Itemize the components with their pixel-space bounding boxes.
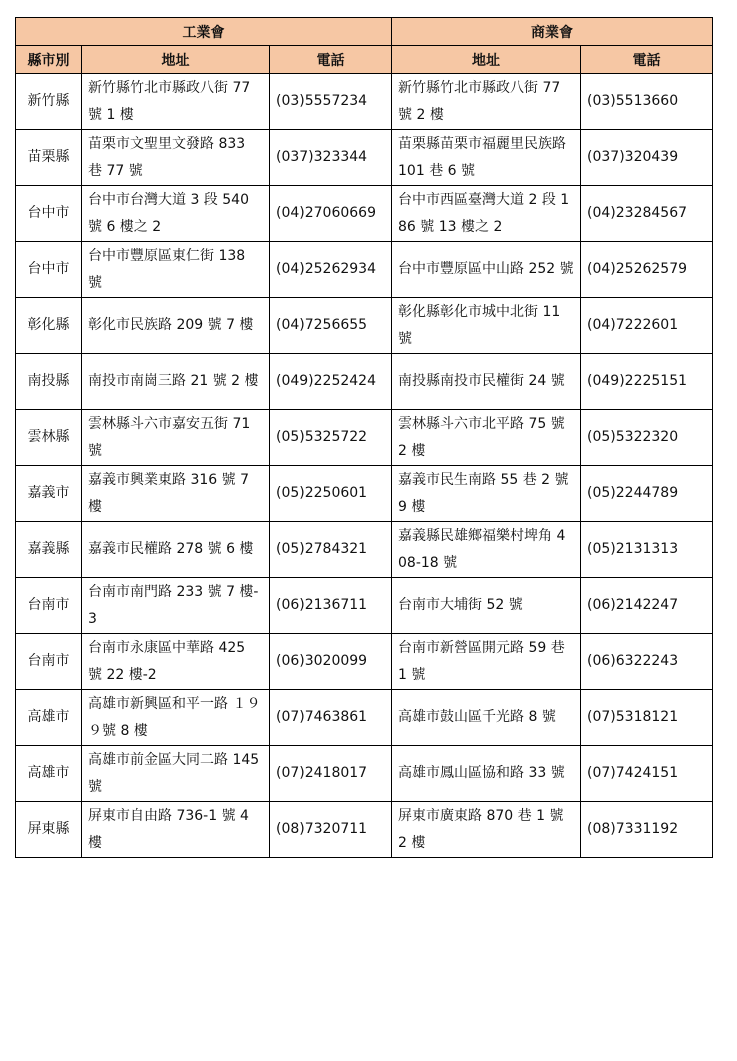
table-row [16, 466, 713, 522]
industrial-phone-cell: (04)7256655 [270, 298, 392, 354]
industrial-phone-cell: (037)323344 [270, 130, 392, 186]
county-cell: 台南市 [16, 578, 82, 634]
table-body [16, 74, 713, 858]
commercial-phone-cell: (037)320439 [581, 130, 713, 186]
industrial-phone-cell: (05)2784321 [270, 522, 392, 578]
industrial-address-column-header: 地址 [82, 46, 270, 74]
county-cell: 南投縣 [16, 354, 82, 410]
county-cell: 台中市 [16, 242, 82, 298]
industrial-phone-cell: (05)2250601 [270, 466, 392, 522]
commercial-phone-cell: (06)6322243 [581, 634, 713, 690]
county-cell: 苗栗縣 [16, 130, 82, 186]
commercial-phone-cell: (03)5513660 [581, 74, 713, 130]
table-row [16, 690, 713, 746]
commercial-address-cell: 台中市豐原區中山路 252 號 [392, 242, 581, 298]
county-cell: 屏東縣 [16, 802, 82, 858]
industrial-phone-cell: (06)3020099 [270, 634, 392, 690]
group-header-row [16, 18, 713, 46]
table-row [16, 354, 713, 410]
county-cell: 嘉義縣 [16, 522, 82, 578]
commercial-address-column-header: 地址 [392, 46, 581, 74]
industrial-phone-cell: (07)2418017 [270, 746, 392, 802]
commercial-phone-cell: (06)2142247 [581, 578, 713, 634]
table-row [16, 522, 713, 578]
commercial-group-header: 商業會 [392, 18, 713, 46]
commercial-phone-cell: (04)7222601 [581, 298, 713, 354]
commercial-phone-column-header: 電話 [581, 46, 713, 74]
industrial-address-cell: 嘉義市興業東路 316 號 7 樓 [82, 466, 270, 522]
table-row [16, 298, 713, 354]
industrial-phone-cell: (03)5557234 [270, 74, 392, 130]
industrial-address-cell: 台中市台灣大道 3 段 540 號 6 樓之 2 [82, 186, 270, 242]
industrial-group-header: 工業會 [16, 18, 392, 46]
commercial-address-cell: 南投縣南投市民權街 24 號 [392, 354, 581, 410]
industrial-address-cell: 台南市南門路 233 號 7 樓-3 [82, 578, 270, 634]
table-row [16, 802, 713, 858]
commercial-address-cell: 彰化縣彰化市城中北街 11 號 [392, 298, 581, 354]
commercial-phone-cell: (07)5318121 [581, 690, 713, 746]
industrial-phone-cell: (049)2252424 [270, 354, 392, 410]
industrial-address-cell: 嘉義市民權路 278 號 6 樓 [82, 522, 270, 578]
commercial-phone-cell: (08)7331192 [581, 802, 713, 858]
commercial-address-cell: 雲林縣斗六市北平路 75 號 2 樓 [392, 410, 581, 466]
table-row [16, 186, 713, 242]
column-header-row [16, 46, 713, 74]
commercial-address-cell: 屏東市廣東路 870 巷 1 號 2 樓 [392, 802, 581, 858]
table-header [16, 18, 713, 74]
industrial-address-cell: 苗栗市文聖里文發路 833 巷 77 號 [82, 130, 270, 186]
commercial-phone-cell: (04)25262579 [581, 242, 713, 298]
industrial-address-cell: 高雄市新興區和平一路 １９９號 8 樓 [82, 690, 270, 746]
industrial-phone-cell: (05)5325722 [270, 410, 392, 466]
county-cell: 高雄市 [16, 690, 82, 746]
industrial-phone-cell: (04)27060669 [270, 186, 392, 242]
industrial-phone-column-header: 電話 [270, 46, 392, 74]
table-row [16, 130, 713, 186]
industrial-address-cell: 台南市永康區中華路 425 號 22 樓-2 [82, 634, 270, 690]
commercial-address-cell: 高雄市鳳山區協和路 33 號 [392, 746, 581, 802]
county-cell: 新竹縣 [16, 74, 82, 130]
commercial-address-cell: 台中市西區臺灣大道 2 段 186 號 13 樓之 2 [392, 186, 581, 242]
table-row [16, 74, 713, 130]
county-cell: 台南市 [16, 634, 82, 690]
commercial-phone-cell: (05)2244789 [581, 466, 713, 522]
commercial-phone-cell: (07)7424151 [581, 746, 713, 802]
county-cell: 高雄市 [16, 746, 82, 802]
commercial-phone-cell: (04)23284567 [581, 186, 713, 242]
association-contact-table [15, 17, 713, 858]
commercial-address-cell: 苗栗縣苗栗市福麗里民族路 101 巷 6 號 [392, 130, 581, 186]
industrial-phone-cell: (07)7463861 [270, 690, 392, 746]
industrial-address-cell: 新竹縣竹北市縣政八街 77 號 1 樓 [82, 74, 270, 130]
industrial-address-cell: 雲林縣斗六市嘉安五街 71 號 [82, 410, 270, 466]
industrial-address-cell: 高雄市前金區大同二路 145 號 [82, 746, 270, 802]
industrial-address-cell: 台中市豐原區東仁街 138 號 [82, 242, 270, 298]
commercial-phone-cell: (05)5322320 [581, 410, 713, 466]
commercial-address-cell: 台南市新營區開元路 59 巷 1 號 [392, 634, 581, 690]
commercial-address-cell: 嘉義縣民雄鄉福樂村埤角 408-18 號 [392, 522, 581, 578]
commercial-address-cell: 嘉義市民生南路 55 巷 2 號 9 樓 [392, 466, 581, 522]
table-row [16, 578, 713, 634]
county-cell: 台中市 [16, 186, 82, 242]
commercial-phone-cell: (05)2131313 [581, 522, 713, 578]
county-column-header: 縣市別 [16, 46, 82, 74]
table-row [16, 242, 713, 298]
industrial-phone-cell: (06)2136711 [270, 578, 392, 634]
county-cell: 雲林縣 [16, 410, 82, 466]
industrial-address-cell: 屏東市自由路 736-1 號 4 樓 [82, 802, 270, 858]
industrial-phone-cell: (04)25262934 [270, 242, 392, 298]
commercial-phone-cell: (049)2225151 [581, 354, 713, 410]
table-row [16, 410, 713, 466]
industrial-address-cell: 南投市南崗三路 21 號 2 樓 [82, 354, 270, 410]
commercial-address-cell: 台南市大埔街 52 號 [392, 578, 581, 634]
county-cell: 彰化縣 [16, 298, 82, 354]
industrial-phone-cell: (08)7320711 [270, 802, 392, 858]
county-cell: 嘉義市 [16, 466, 82, 522]
commercial-address-cell: 高雄市鼓山區千光路 8 號 [392, 690, 581, 746]
table-row [16, 634, 713, 690]
commercial-address-cell: 新竹縣竹北市縣政八街 77 號 2 樓 [392, 74, 581, 130]
table-row [16, 746, 713, 802]
industrial-address-cell: 彰化市民族路 209 號 7 樓 [82, 298, 270, 354]
